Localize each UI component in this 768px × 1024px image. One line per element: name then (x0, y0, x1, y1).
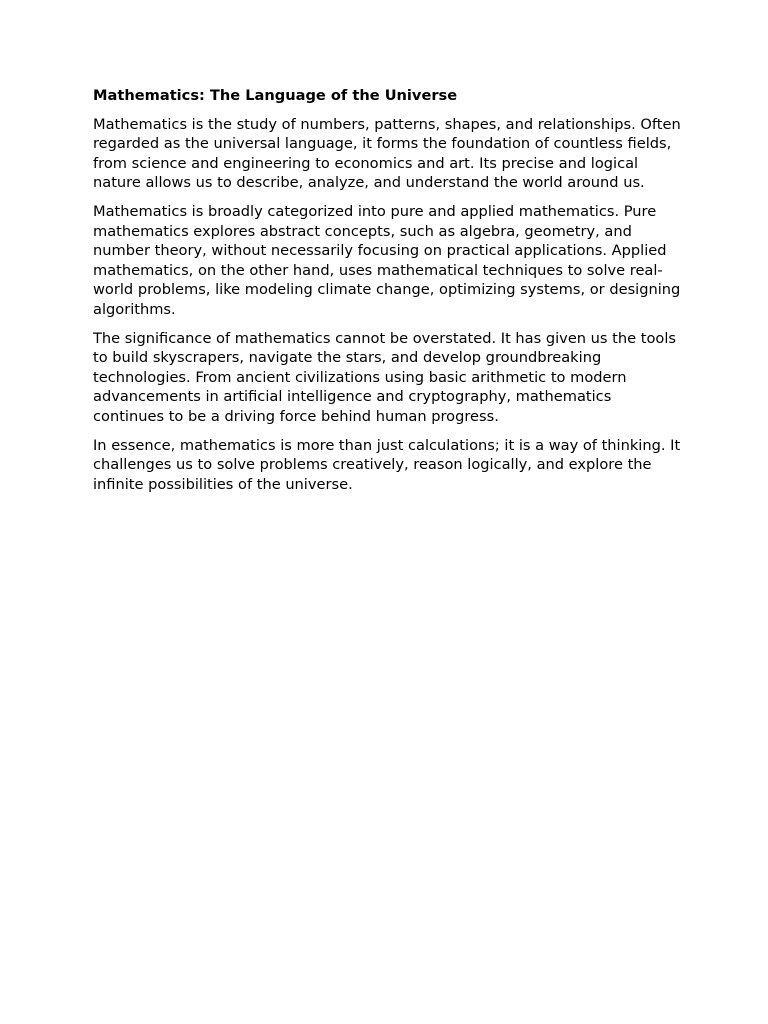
paragraph-significance: The significance of mathematics cannot be overstated. It has given us the tools to build skyscrapers, navigate the stars, and develop groundbreaking technologies. From ancient civilizations using basic arithmetic to modern advancements in artificial intelligence and cryptography, mathematics continues to be a driving force behind human progress. (93, 329, 677, 425)
document-title: Mathematics: The Language of the Universe (93, 87, 458, 104)
document-body (93, 86, 683, 503)
paragraph-conclusion: In essence, mathematics is more than just calculations; it is a way of thinking. It challenges us to solve problems creatively, reason logically, and explore the infinite possibilities of the universe. (93, 436, 681, 493)
paragraph-pure-applied: Mathematics is broadly categorized into pure and applied mathematics. Pure mathematics explores abstract concepts, such as algebra, geometry, and number theory, without necessarily focusing on practical applications. Applied mathematics, on the other hand, uses mathematical techniques to solve real-world problems, like modeling climate change, optimizing systems, or designing algorithms. (93, 202, 681, 318)
paragraph-intro: Mathematics is the study of numbers, patterns, shapes, and relationships. Often regarded as the universal language, it forms the foundation of countless fields, from science and engineering to economics and art. Its precise and logical nature allows us to describe, analyze, and understand the world around us. (93, 115, 681, 192)
